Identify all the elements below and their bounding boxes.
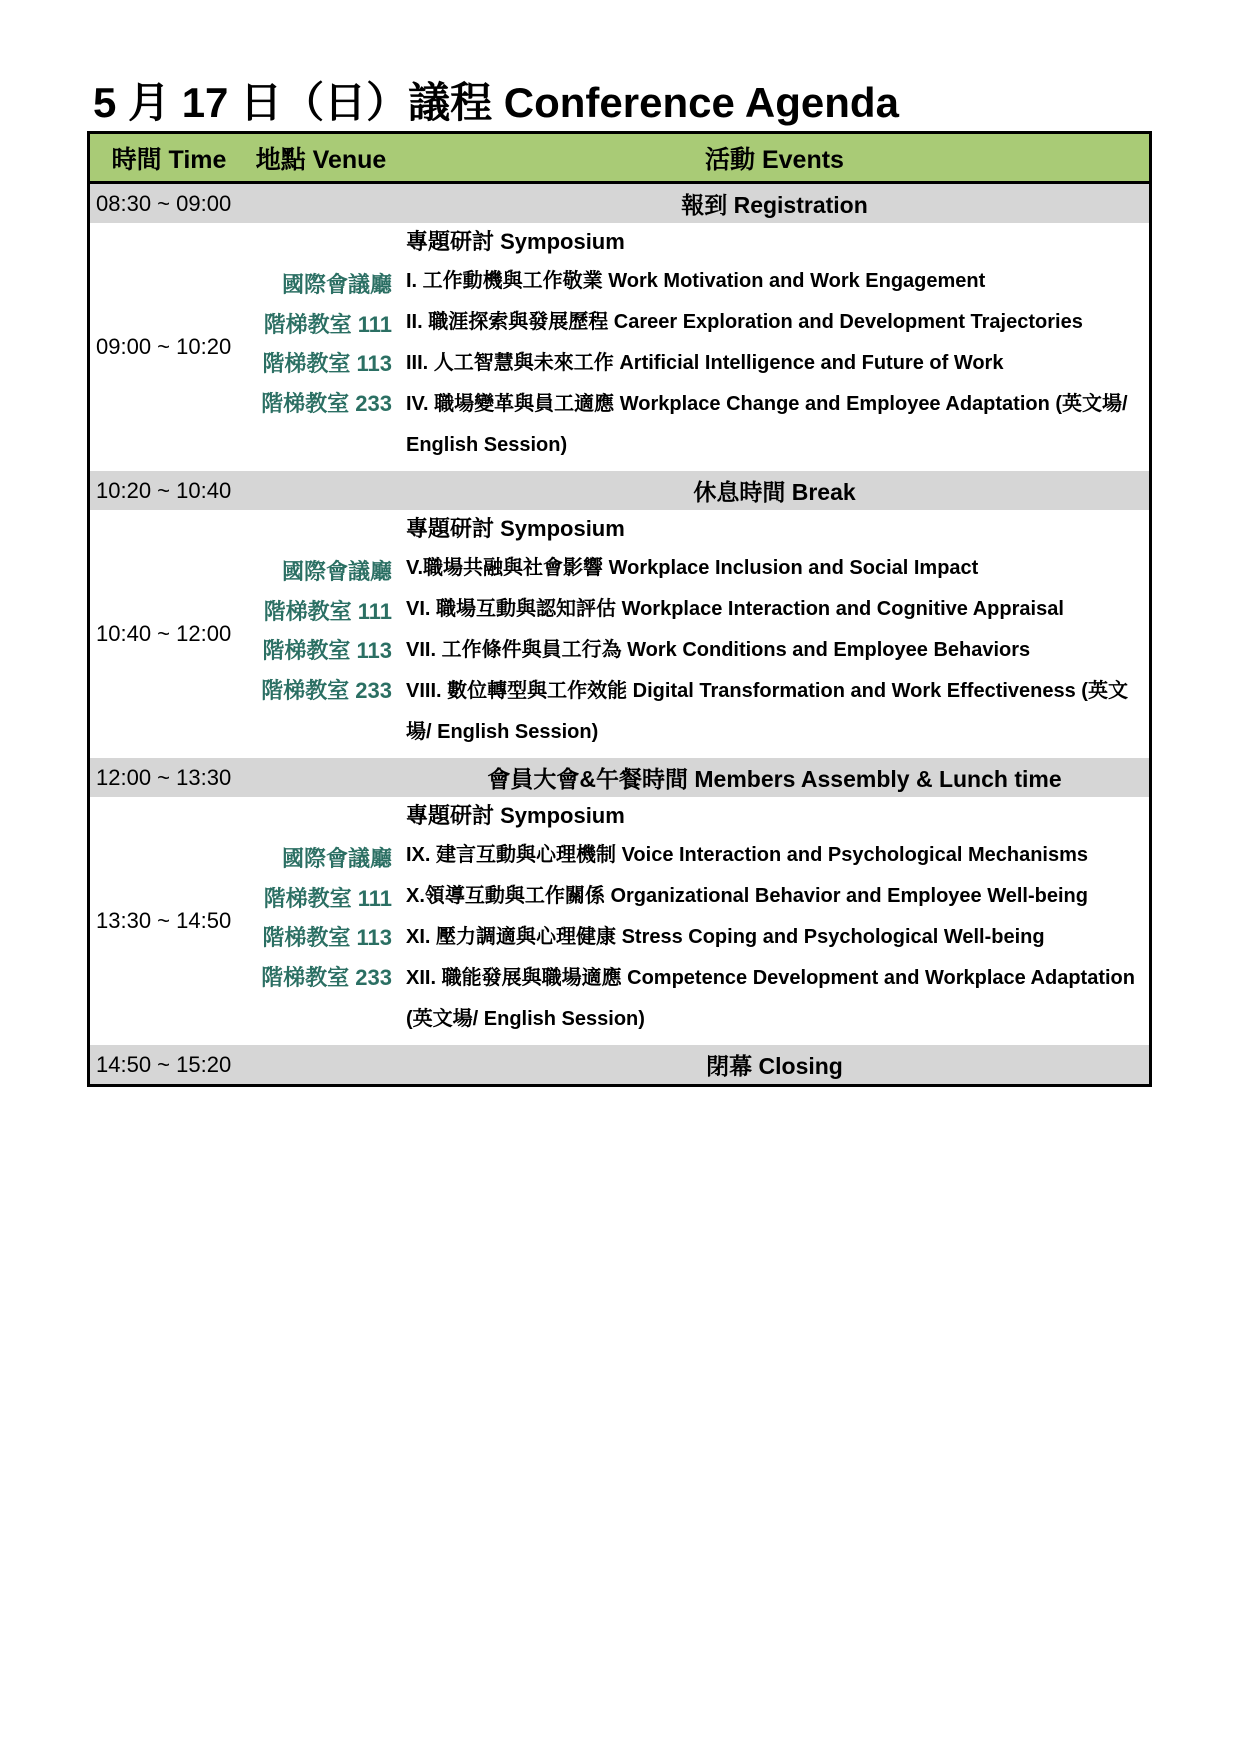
- venue-item: 階梯教室 111: [263, 598, 392, 624]
- symposium-title: 專題研討 Symposium: [406, 229, 625, 254]
- row-event: 閉幕 Closing: [706, 1053, 843, 1079]
- row-time: 08:30 ~ 09:00: [96, 190, 232, 216]
- row-time: 10:40 ~ 12:00: [96, 621, 232, 646]
- header-time: 時間 Time: [111, 145, 227, 174]
- symposium-title: 專題研討 Symposium: [406, 516, 625, 541]
- venue-item: 階梯教室 233: [261, 677, 392, 703]
- session-item: X.領導互動與工作關係 Organizational Behavior and Employee Well-being: [406, 885, 1088, 907]
- session-item: XI. 壓力調適與心理健康 Stress Coping and Psychological Well-being: [406, 926, 1045, 948]
- venue-item: 階梯教室 233: [261, 964, 392, 990]
- symposium-title: 專題研討 Symposium: [406, 803, 625, 828]
- session-item: V.職場共融與社會影響 Workplace Inclusion and Social Impact: [406, 557, 979, 579]
- row-time: 10:20 ~ 10:40: [96, 477, 232, 503]
- session-list: [400, 223, 1149, 471]
- table-row-symposium-3: [90, 797, 1149, 1045]
- venue-item: 階梯教室 113: [262, 638, 392, 663]
- row-time: 09:00 ~ 10:20: [96, 334, 232, 359]
- row-time: 14:50 ~ 15:20: [96, 1051, 232, 1077]
- venue-item: 國際會議廳: [281, 272, 392, 297]
- venue-item: 國際會議廳: [281, 559, 392, 584]
- venue-item: 階梯教室 113: [262, 351, 392, 376]
- venue-item: 國際會議廳: [281, 846, 392, 871]
- session-item: VIII. 數位轉型與工作效能 Digital Transformation and Work Effectiveness (英文場/ English Session): [406, 680, 1128, 743]
- session-item: II. 職涯探索與發展歷程 Career Exploration and Development Trajectories: [406, 311, 1083, 333]
- venue-list: [242, 797, 400, 1045]
- table-row-registration: [90, 184, 1149, 223]
- table-row-break: [90, 471, 1149, 510]
- session-item: III. 人工智慧與未來工作 Artificial Intelligence and Future of Work: [406, 352, 1004, 374]
- venue-list: [242, 223, 400, 471]
- venue-item: 階梯教室 113: [262, 925, 392, 950]
- header-venue: 地點 Venue: [255, 145, 387, 174]
- agenda-table: [87, 131, 1152, 1087]
- row-event: 休息時間 Break: [693, 479, 856, 505]
- session-item: VI. 職場互動與認知評估 Workplace Interaction and Cognitive Appraisal: [406, 598, 1064, 620]
- venue-list: [242, 510, 400, 758]
- table-row-lunch: [90, 758, 1149, 797]
- session-list: [400, 797, 1149, 1045]
- session-item: IX. 建言互動與心理機制 Voice Interaction and Psychological Mechanisms: [406, 844, 1089, 866]
- venue-item: 階梯教室 111: [263, 311, 392, 337]
- session-item: I. 工作動機與工作敬業 Work Motivation and Work Engagement: [406, 270, 986, 292]
- table-row-closing: [90, 1045, 1149, 1084]
- venue-item: 階梯教室 233: [261, 390, 392, 416]
- session-item: VII. 工作條件與員工行為 Work Conditions and Employee Behaviors: [406, 639, 1031, 661]
- row-event: 會員大會&午餐時間 Members Assembly & Lunch time: [487, 766, 1062, 792]
- row-time: 12:00 ~ 13:30: [96, 764, 232, 790]
- row-time: 13:30 ~ 14:50: [96, 908, 232, 933]
- header-events: 活動 Events: [705, 145, 844, 174]
- session-item: IV. 職場變革與員工適應 Workplace Change and Employee Adaptation (英文場/ English Session): [406, 393, 1128, 456]
- table-row-symposium-1: [90, 223, 1149, 471]
- session-item: XII. 職能發展與職場適應 Competence Development and Workplace Adaptation (英文場/ English Session): [406, 967, 1135, 1030]
- session-list: [400, 510, 1149, 758]
- table-row-symposium-2: [90, 510, 1149, 758]
- venue-item: 階梯教室 111: [263, 885, 392, 911]
- table-header: [90, 134, 1149, 184]
- row-event: 報到 Registration: [681, 192, 868, 218]
- page-title: 5 月 17 日（日）議程 Conference Agenda: [93, 79, 899, 126]
